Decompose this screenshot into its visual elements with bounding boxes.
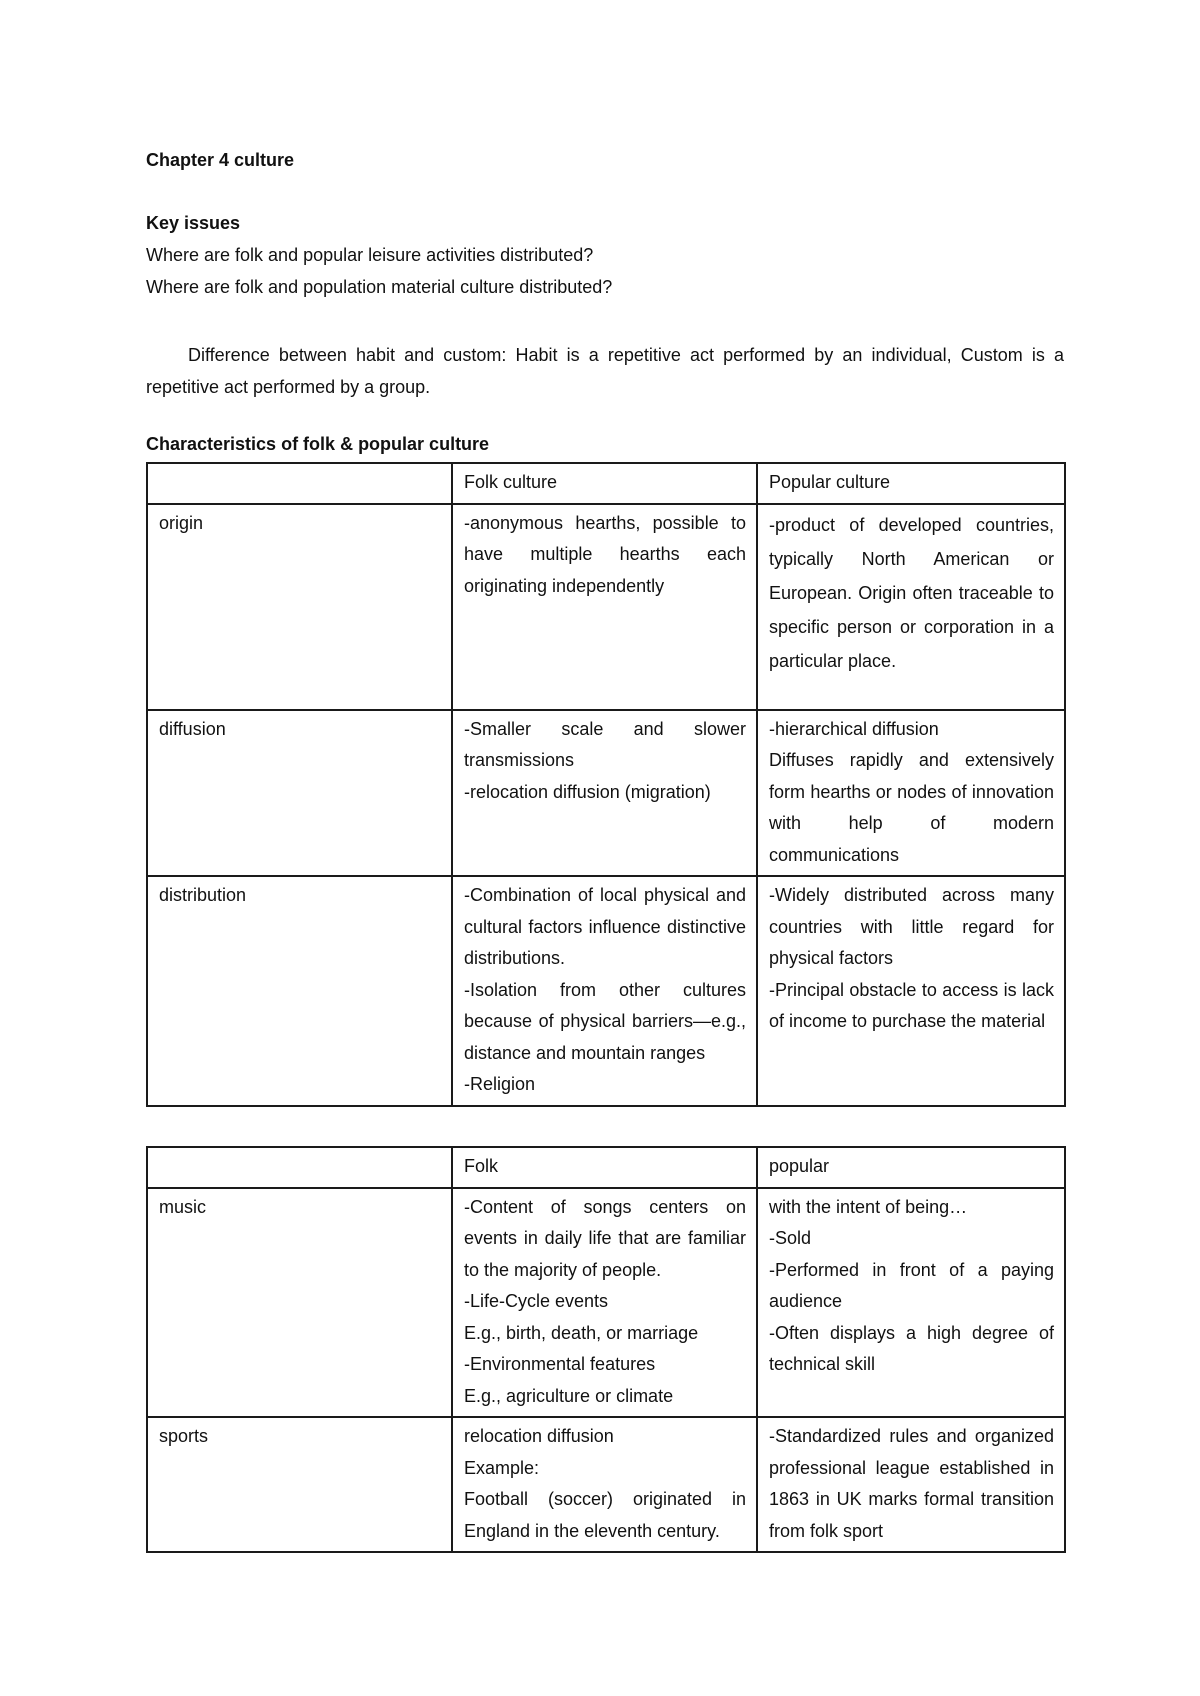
table-header-row — [147, 463, 1065, 504]
cell-line: -anonymous hearths, possible to have multiple hearths each originating independently — [464, 512, 746, 596]
table-row — [147, 876, 1065, 1106]
cell-line: Football (soccer) originated in England in the eleventh century. — [464, 1489, 746, 1541]
cell-line: with the intent of being… — [769, 1196, 968, 1217]
music-sports-table — [146, 1146, 1066, 1553]
key-issue-item: Where are folk and population material culture distributed? — [146, 277, 613, 297]
header-cell: Folk — [452, 1147, 757, 1188]
popular-cell — [757, 710, 1065, 877]
cell-line: -Isolation from other cultures because of physical barriers—e.g., distance and mountain ranges — [464, 979, 746, 1063]
popular-cell — [757, 876, 1065, 1106]
popular-cell — [757, 1417, 1065, 1552]
cell-line: -Often displays a high degree of technical skill — [769, 1322, 1054, 1374]
header-cell: Popular culture — [757, 463, 1065, 504]
header-cell — [147, 463, 452, 504]
folk-cell — [452, 504, 757, 710]
cell-line: Example: — [464, 1457, 540, 1478]
folk-cell — [452, 876, 757, 1106]
popular-cell — [757, 1188, 1065, 1418]
popular-cell — [757, 504, 1065, 710]
header-cell: popular — [757, 1147, 1065, 1188]
folk-cell — [452, 1188, 757, 1418]
cell-line: -product of developed countries, typically North American or European. Origin often traceable to specific person or corporation in a particular place. — [769, 514, 1054, 671]
table-row — [147, 710, 1065, 877]
row-label: distribution — [147, 876, 452, 1106]
folk-cell — [452, 710, 757, 877]
table-title: Characteristics of folk & popular culture — [146, 434, 490, 454]
row-label: music — [147, 1188, 452, 1418]
habit-custom-paragraph: Difference between habit and custom: Habit is a repetitive act performed by an individual, Custom is a repetitive act performed by a group. — [146, 345, 1064, 397]
cell-line: -Standardized rules and organized professional league established in 1863 in UK marks formal transition from folk sport — [769, 1426, 1054, 1541]
header-cell — [147, 1147, 452, 1188]
cell-line: -Principal obstacle to access is lack of income to purchase the material — [769, 979, 1054, 1031]
cell-line: -Environmental features — [464, 1354, 656, 1374]
folk-cell — [452, 1417, 757, 1552]
key-issue-item: Where are folk and popular leisure activities distributed? — [146, 245, 594, 265]
cell-line: -relocation diffusion (migration) — [464, 781, 711, 802]
row-label: origin — [147, 504, 452, 710]
cell-line: -hierarchical diffusion — [769, 718, 939, 739]
cell-line: E.g., birth, death, or marriage — [464, 1322, 699, 1343]
table-row — [147, 504, 1065, 710]
cell-line: -Sold — [769, 1228, 812, 1248]
cell-line: relocation diffusion — [464, 1426, 614, 1446]
cell-line: -Performed in front of a paying audience — [769, 1259, 1054, 1311]
characteristics-table — [146, 462, 1066, 1107]
row-label: sports — [147, 1417, 452, 1552]
key-issues-heading: Key issues — [146, 213, 241, 233]
cell-line: -Religion — [464, 1074, 536, 1094]
cell-line: -Combination of local physical and cultural factors influence distinctive distributions. — [464, 885, 746, 968]
table-row — [147, 1417, 1065, 1552]
cell-line: Diffuses rapidly and extensively form hearths or nodes of innovation with help of modern communications — [769, 750, 1054, 865]
cell-line: -Life-Cycle events — [464, 1291, 609, 1311]
cell-line: -Content of songs centers on events in daily life that are familiar to the majority of people. — [464, 1196, 746, 1280]
table-header-row — [147, 1147, 1065, 1188]
table-row — [147, 1188, 1065, 1418]
cell-line: -Smaller scale and slower transmissions — [464, 718, 746, 770]
cell-line: E.g., agriculture or climate — [464, 1385, 674, 1406]
header-cell: Folk culture — [452, 463, 757, 504]
row-label: diffusion — [147, 710, 452, 877]
cell-line: -Widely distributed across many countries with little regard for physical factors — [769, 885, 1054, 968]
page-title: Chapter 4 culture — [146, 150, 295, 170]
